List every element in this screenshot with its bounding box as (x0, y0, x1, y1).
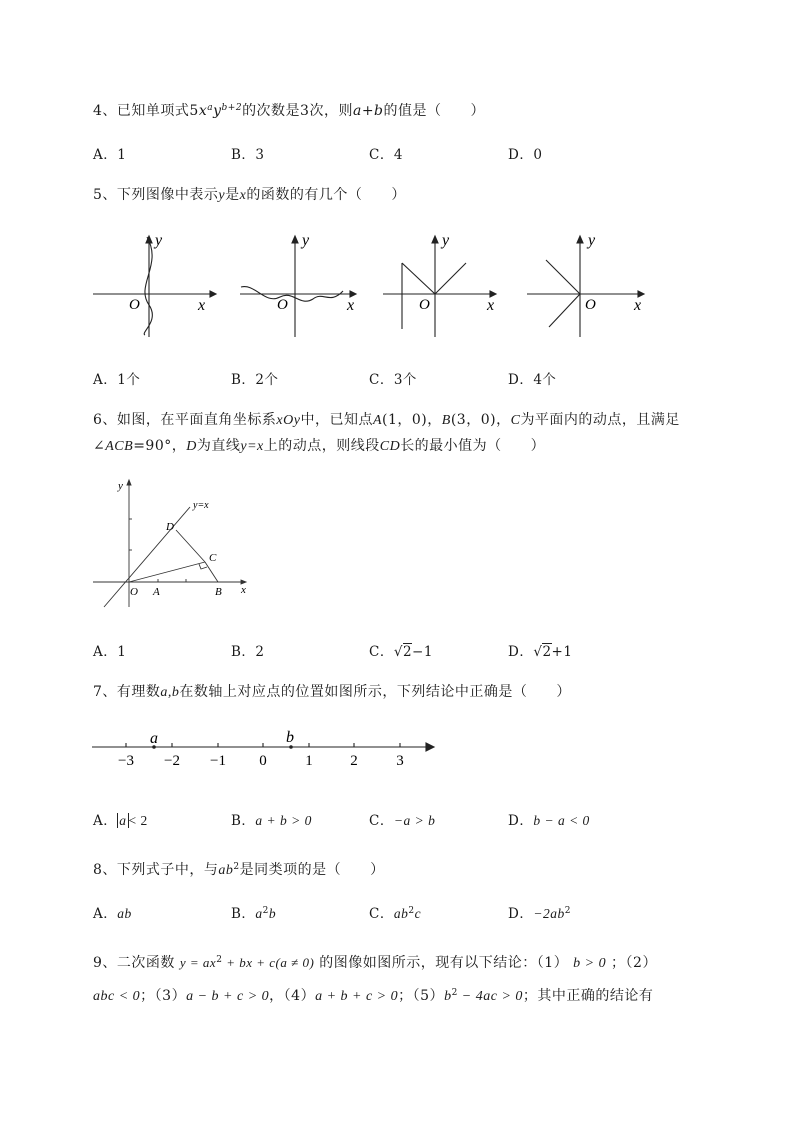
q5-option-d[interactable]: D．4个 (508, 372, 557, 388)
q6-option-c[interactable]: C．√2−1 (369, 644, 433, 660)
q5-graph-3-x-label: x (487, 297, 495, 314)
q7-option-d[interactable]: D．b − a < 0 (508, 813, 590, 829)
q8-option-c[interactable]: C．$ab^2c$ (369, 906, 422, 922)
question-9-stem-line2: abc < 0；（3）a − b + c > 0，（4）a + b + c > 0；$(5)b^2 - 4ac > 0$；其中正确的结论有 (93, 988, 654, 1004)
q4-option-c[interactable]: C．4 (369, 147, 403, 163)
question-9-stem-line1: 9、二次函数 $y = ax^2$ + bx + c(a ≠ 0) 的图像如图所示，现有以下结论：（1） b > 0 ；（2） (93, 955, 657, 971)
q5-graph-1 (93, 236, 216, 337)
q4-option-d[interactable]: D．0 (508, 147, 543, 163)
q5-graph-3-y-label: y (442, 232, 450, 249)
q6-label-x: x (241, 584, 246, 596)
sqrt-symbol: √ (533, 644, 543, 660)
q5-graph-1-x-label: x (198, 297, 206, 314)
q8-option-a[interactable]: A．ab (93, 906, 132, 922)
q5-graph-4 (527, 236, 644, 337)
q7-option-b[interactable]: B．a + b > 0 (231, 813, 312, 829)
q5-option-b[interactable]: B．2个 (231, 372, 279, 388)
q6-option-d[interactable]: D．√2+1 (508, 644, 573, 660)
q5-graph-2-origin: O (277, 297, 288, 313)
q5-graph-1-y-label: y (155, 232, 163, 249)
q6-label-y: y (118, 480, 123, 492)
q6-segment-cd (176, 530, 205, 562)
q6-label-d: D (166, 521, 174, 533)
q5-graph-4-origin: O (585, 297, 596, 313)
q7-tick-label: −2 (164, 753, 180, 769)
q5-graph-4-x-label: x (634, 297, 642, 314)
question-4-stem: 4、已知单项式$5x^ay^{b+2}$的次数是3次，则a+b的值是（ ） (93, 103, 486, 119)
q6-label-a: A (153, 586, 160, 598)
q7-tick-label: 2 (350, 753, 358, 769)
q7-option-a[interactable]: A． a < 2 (93, 813, 148, 829)
question-8-stem: 8、下列式子中，与$ab^2$是同类项的是（ ） (93, 862, 385, 878)
sqrt-symbol: √ (393, 644, 403, 660)
q4-option-b[interactable]: B．3 (231, 147, 265, 163)
q6-option-b[interactable]: B．2 (231, 644, 265, 660)
q8-option-d[interactable]: D．$-2ab^2$ (508, 906, 571, 922)
q5-graph-3-origin: O (419, 297, 430, 313)
q7-label-a: a (150, 730, 158, 747)
q7-tick-label: 1 (305, 753, 313, 769)
q5-graph-3 (383, 236, 496, 337)
q5-graph-2-y-label: y (302, 232, 310, 249)
q6-label-o: O (130, 586, 138, 598)
q7-tick-label: −1 (210, 753, 226, 769)
question-6-stem-line1: 6、如图，在平面直角坐标系xOy中，已知点A(1，0)，B(3，0)，C为平面内的动点，且满足 (93, 412, 680, 428)
q7-label-b: b (286, 729, 294, 746)
q7-tick-label: −3 (118, 753, 134, 769)
q5-graph-2 (240, 236, 356, 337)
q5-graph-2-x-label: x (347, 297, 355, 314)
q4-option-a[interactable]: A．1 (93, 147, 127, 163)
q5-graphs (85, 225, 665, 345)
q5-option-a[interactable]: A．1个 (93, 372, 141, 388)
q5-graph-1-origin: O (129, 297, 140, 313)
q8-option-b[interactable]: B．$a^2b$ (231, 906, 277, 922)
q7-tick-label: 0 (259, 753, 267, 769)
q6-label-b: B (215, 586, 222, 598)
q6-label-line: y=x (193, 500, 209, 511)
question-7-stem: 7、有理数a,b在数轴上对应点的位置如图所示，下列结论中正确是（ ） (93, 684, 571, 700)
q7-option-c[interactable]: C．−a > b (369, 813, 436, 829)
q5-graph-4-y-label: y (588, 232, 596, 249)
q5-option-c[interactable]: C．3个 (369, 372, 417, 388)
q6-label-c: C (209, 552, 217, 564)
question-5-stem: 5、下列图像中表示y是x的函数的有几个（ ） (93, 187, 406, 203)
q7-tick-label: 3 (396, 753, 404, 769)
q7-number-line (88, 726, 443, 774)
q6-figure (88, 475, 258, 615)
q6-line-y-eq-x (104, 507, 190, 607)
question-6-stem-line2: ∠ACB=90°，D为直线y=x上的动点，则线段CD长的最小值为（ ） (93, 438, 546, 454)
q6-option-a[interactable]: A．1 (93, 644, 127, 660)
